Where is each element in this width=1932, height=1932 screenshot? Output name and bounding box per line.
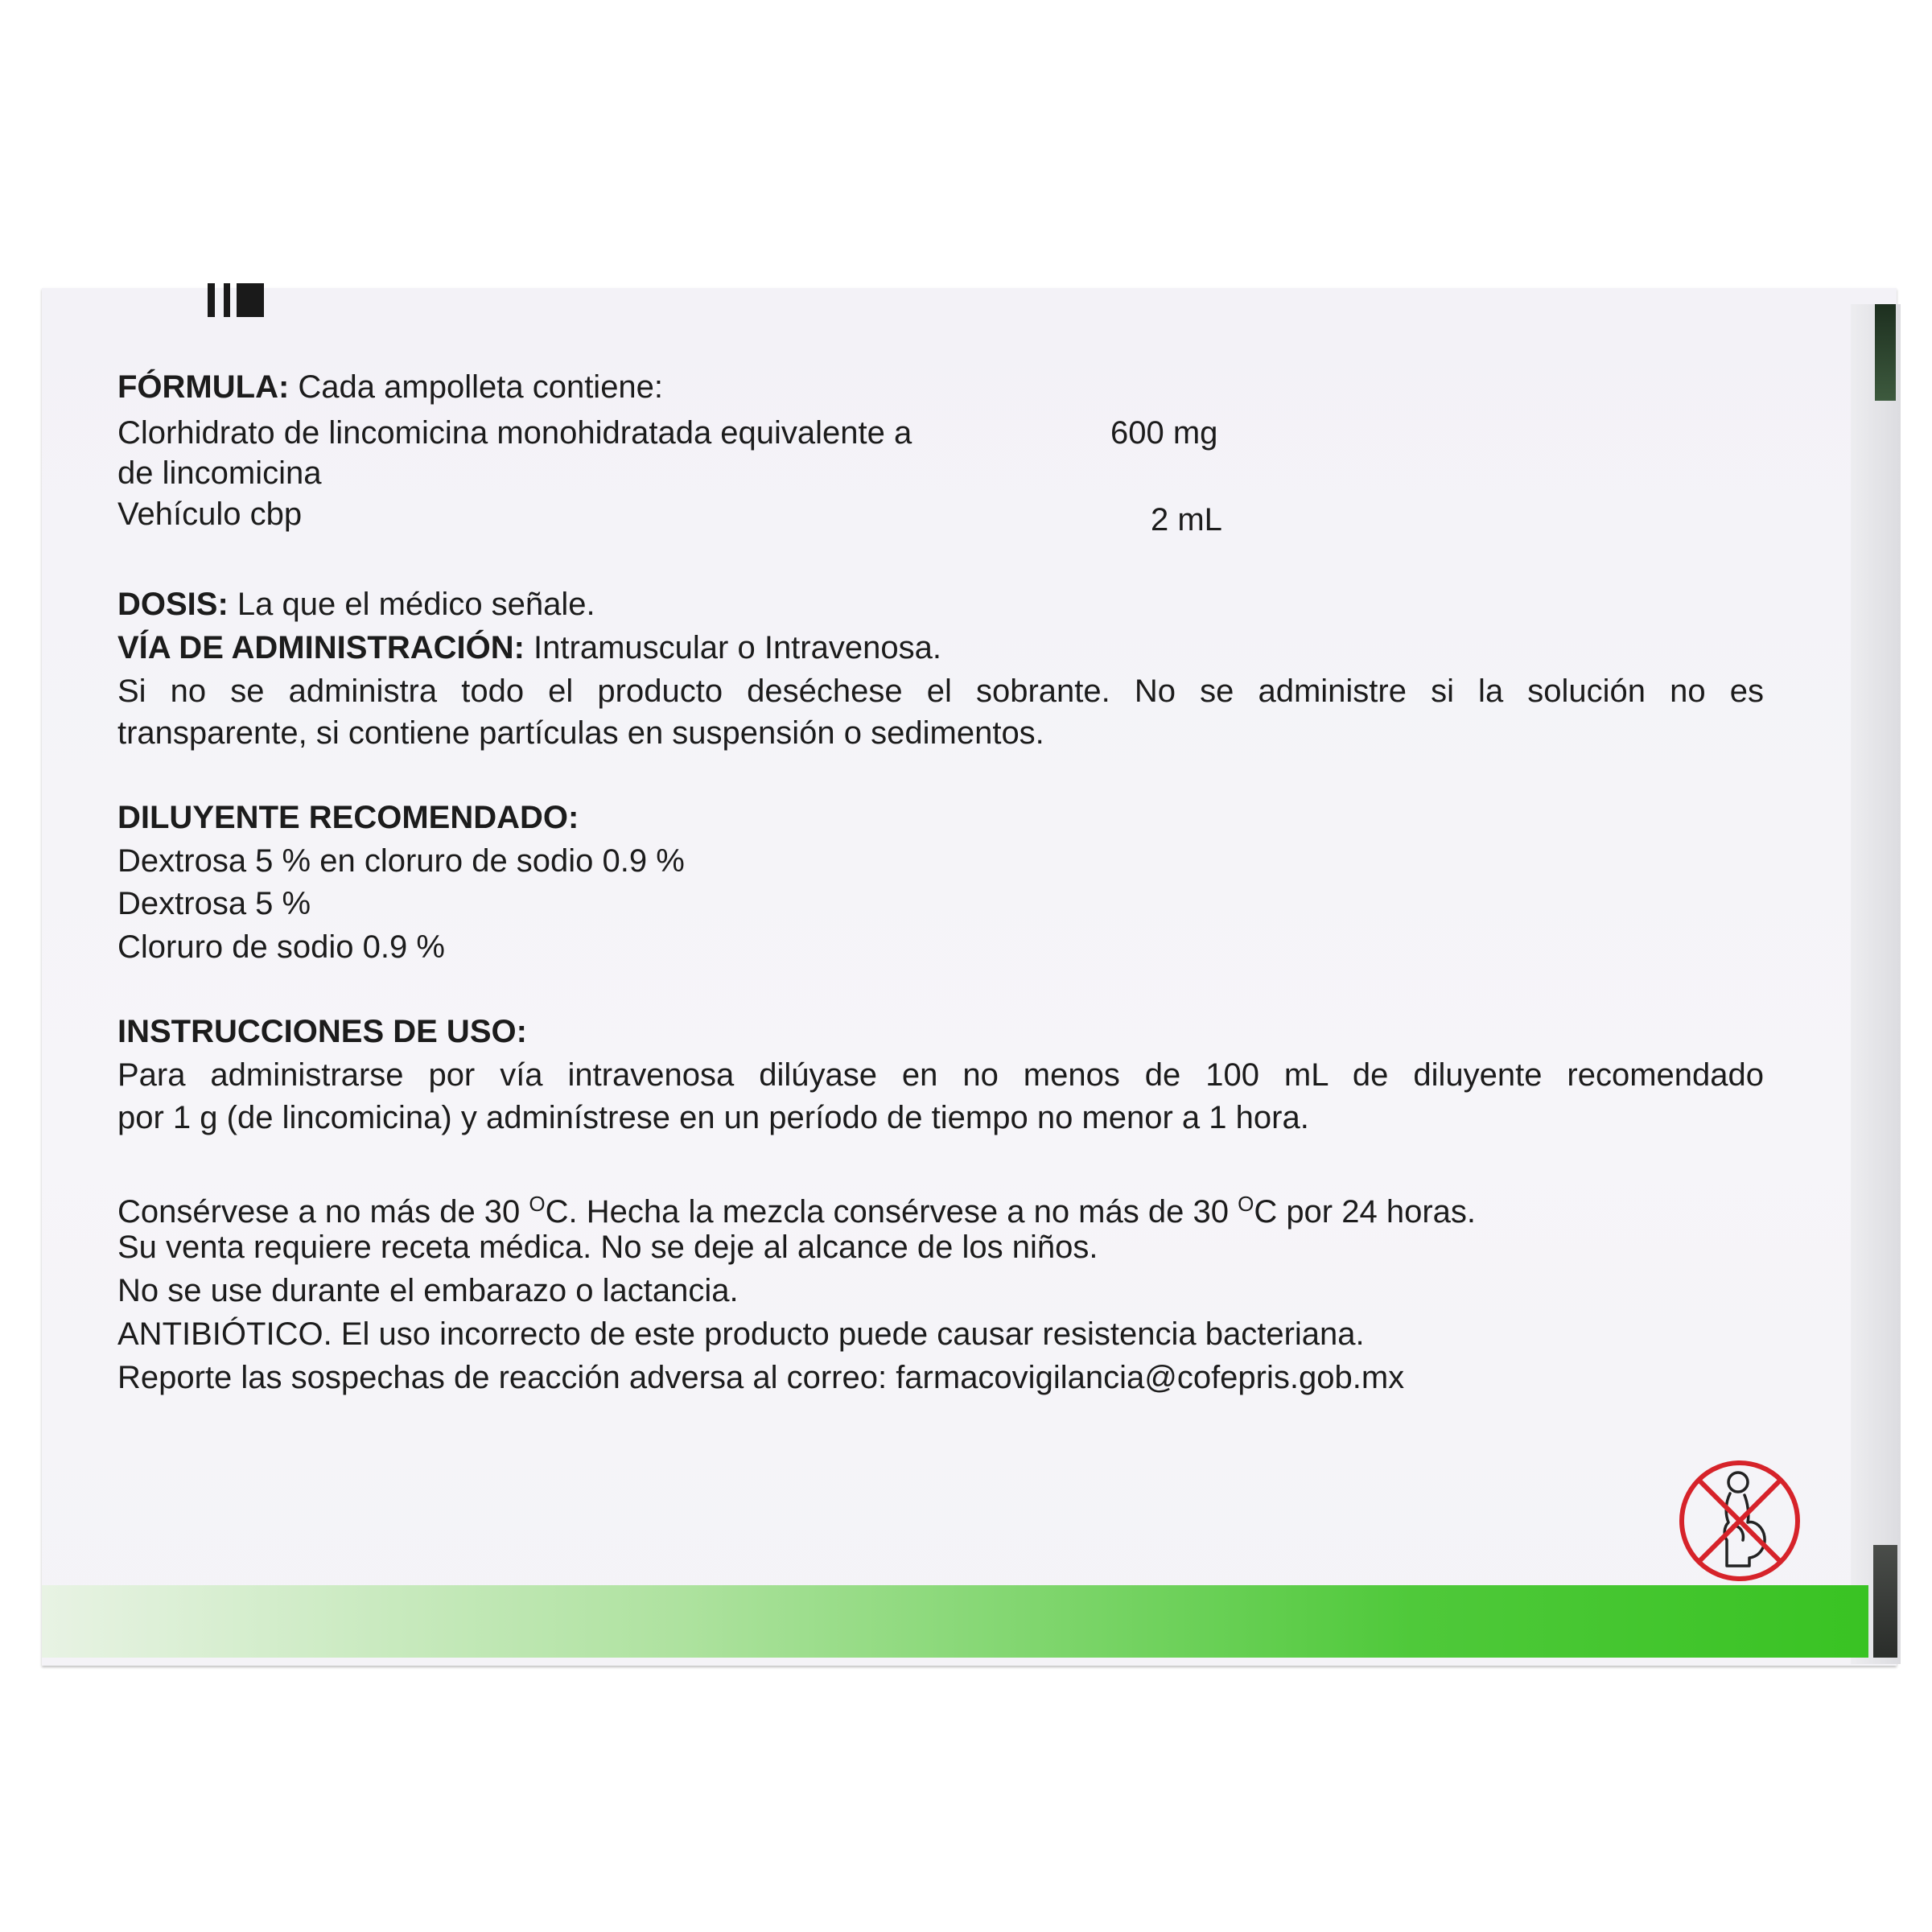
no-pregnancy-icon bbox=[1677, 1458, 1802, 1584]
formula-intro: Cada ampolleta contiene: bbox=[298, 369, 664, 405]
pregnancy-line: No se use durante el embarazo o lactancia. bbox=[117, 1273, 739, 1308]
via-text: Intramuscular o Intravenosa. bbox=[533, 630, 941, 665]
antibiotic-line: ANTIBIÓTICO. El uso incorrecto de este producto puede causar resistencia bacteriana. bbox=[117, 1316, 1365, 1352]
flap-dark-edge-bottom bbox=[1873, 1545, 1897, 1658]
flap-dark-edge-top bbox=[1875, 304, 1896, 401]
box-side-flap bbox=[1851, 304, 1901, 1664]
via-heading: VÍA DE ADMINISTRACIÓN: bbox=[117, 630, 525, 665]
diluyente-item: Dextrosa 5 % en cloruro de sodio 0.9 % bbox=[117, 843, 685, 879]
green-band bbox=[42, 1585, 1868, 1658]
instrucciones-line2: por 1 g (de lincomicina) y adminístrese en un período de tiempo no menor a 1 hora. bbox=[117, 1100, 1309, 1135]
instrucciones-heading: INSTRUCCIONES DE USO: bbox=[117, 1014, 527, 1049]
formula-heading: FÓRMULA: bbox=[117, 369, 290, 405]
print-registration-mark bbox=[208, 283, 264, 317]
prescription-line: Su venta requiere receta médica. No se deje al alcance de los niños. bbox=[117, 1230, 1098, 1265]
diluyente-heading: DILUYENTE RECOMENDADO: bbox=[117, 800, 579, 835]
diluyente-item: Dextrosa 5 % bbox=[117, 886, 311, 921]
formula-intro-line bbox=[117, 366, 663, 408]
medicine-box-back-panel bbox=[42, 288, 1897, 1666]
storage-text-b: C. Hecha la mezcla consérvese a no más de 30 bbox=[545, 1194, 1238, 1230]
ingredient-amount: 600 mg bbox=[1110, 415, 1218, 451]
storage-line bbox=[117, 1183, 1476, 1233]
dosis-heading: DOSIS: bbox=[117, 587, 229, 622]
vehicle-line: Vehículo cbp bbox=[117, 496, 303, 532]
storage-text-c: C por 24 horas. bbox=[1254, 1194, 1477, 1230]
degree-mark: O bbox=[1238, 1192, 1254, 1216]
via-warning-line1: Si no se administra todo el producto deséchese el sobrante. No se administre si la solución no es bbox=[117, 674, 1764, 709]
degree-mark: O bbox=[529, 1192, 546, 1216]
vehicle-amount: 2 mL bbox=[1151, 502, 1222, 538]
dosis-line bbox=[117, 583, 595, 625]
via-warning-line2: transparente, si contiene partículas en suspensión o sedimentos. bbox=[117, 715, 1044, 751]
dosis-text: La que el médico señale. bbox=[237, 587, 595, 622]
storage-text-a: Consérvese a no más de 30 bbox=[117, 1194, 529, 1230]
report-line: Reporte las sospechas de reacción adversa al correo: farmacovigilancia@cofepris.gob.mx bbox=[117, 1360, 1405, 1395]
diluyente-item: Cloruro de sodio 0.9 % bbox=[117, 929, 445, 965]
ingredient-line2: de lincomicina bbox=[117, 455, 322, 491]
via-line bbox=[117, 627, 941, 669]
ingredient-line1: Clorhidrato de lincomicina monohidratada equivalente a bbox=[117, 415, 912, 451]
instrucciones-line1: Para administrarse por vía intravenosa dilúyase en no menos de 100 mL de diluyente recomendado bbox=[117, 1057, 1764, 1093]
